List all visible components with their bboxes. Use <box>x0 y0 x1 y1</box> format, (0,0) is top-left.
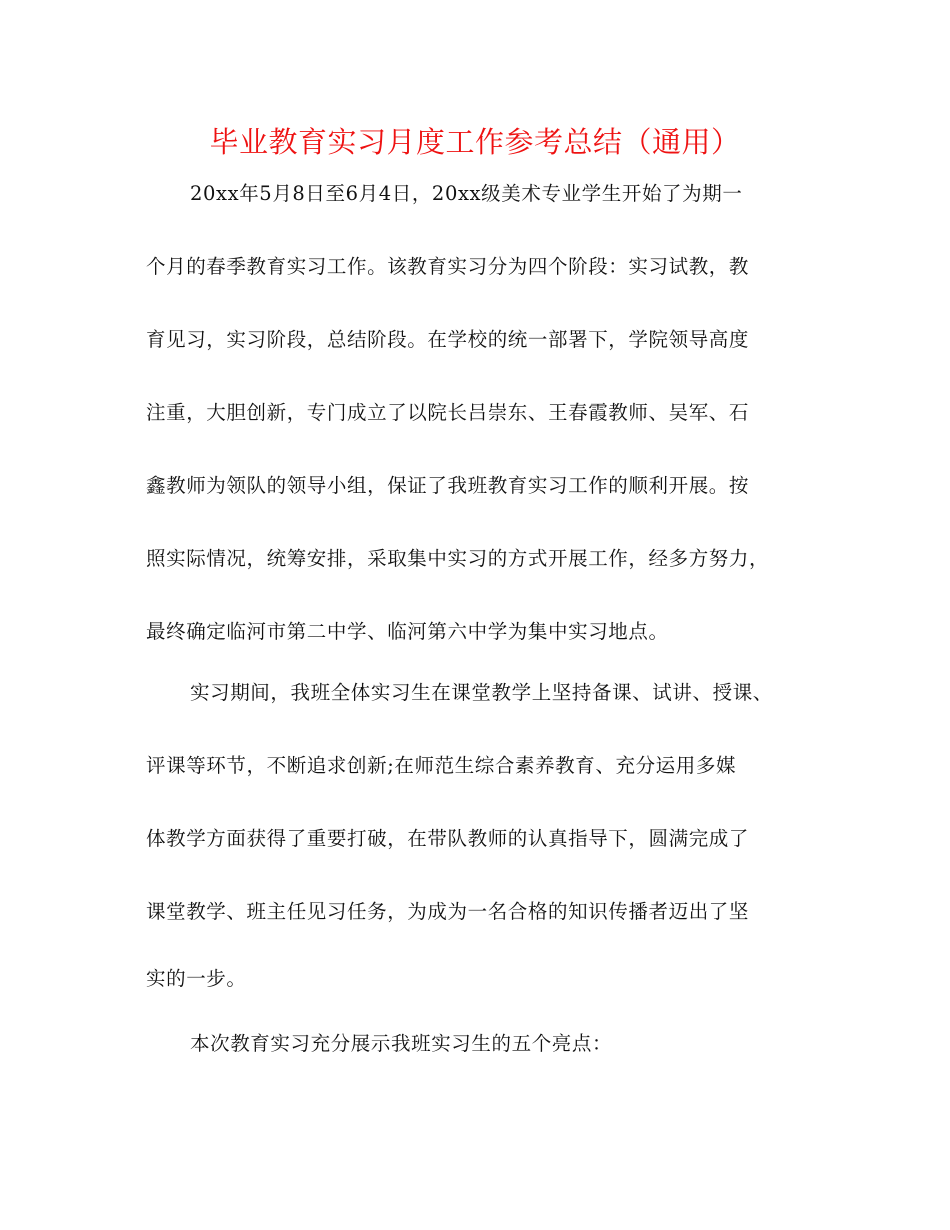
paragraph-line: 评课等环节，不断追求创新;在师范生综合素养教育、充分运用多媒 <box>146 754 737 777</box>
document-title: 毕业教育实习月度工作参考总结（通用） <box>209 125 741 159</box>
paragraph-line: 最终确定临河市第二中学、临河第六中学为集中实习地点。 <box>146 620 669 643</box>
paragraph-line: 体教学方面获得了重要打破，在带队教师的认真指导下，圆满完成了 <box>146 827 750 850</box>
paragraph-line: 照实际情况，统筹安排，采取集中实习的方式开展工作，经多方努力， <box>146 547 770 570</box>
paragraph-line: 课堂教学、班主任见习任务，为成为一名合格的知识传播者迈出了坚 <box>146 900 750 923</box>
paragraph-line: 本次教育实习充分展示我班实习生的五个亮点： <box>190 1032 613 1055</box>
paragraph-line: 育见习，实习阶段，总结阶段。在学校的统一部署下，学院领导高度 <box>146 328 750 351</box>
paragraph-line: 注重，大胆创新，专门成立了以院长吕崇东、王春霞教师、吴军、石 <box>146 401 750 424</box>
paragraph-line: 实习期间，我班全体实习生在课堂教学上坚持备课、试讲、授课、 <box>190 681 773 704</box>
paragraph-line: 20xx年5月8日至6月4日，20xx级美术专业学生开始了为期一 <box>190 182 743 205</box>
paragraph-line: 实的一步。 <box>146 967 247 990</box>
paragraph-line: 鑫教师为领队的领导小组，保证了我班教育实习工作的顺利开展。按 <box>146 474 750 497</box>
paragraph-line: 个月的春季教育实习工作。该教育实习分为四个阶段：实习试教，教 <box>146 255 750 278</box>
